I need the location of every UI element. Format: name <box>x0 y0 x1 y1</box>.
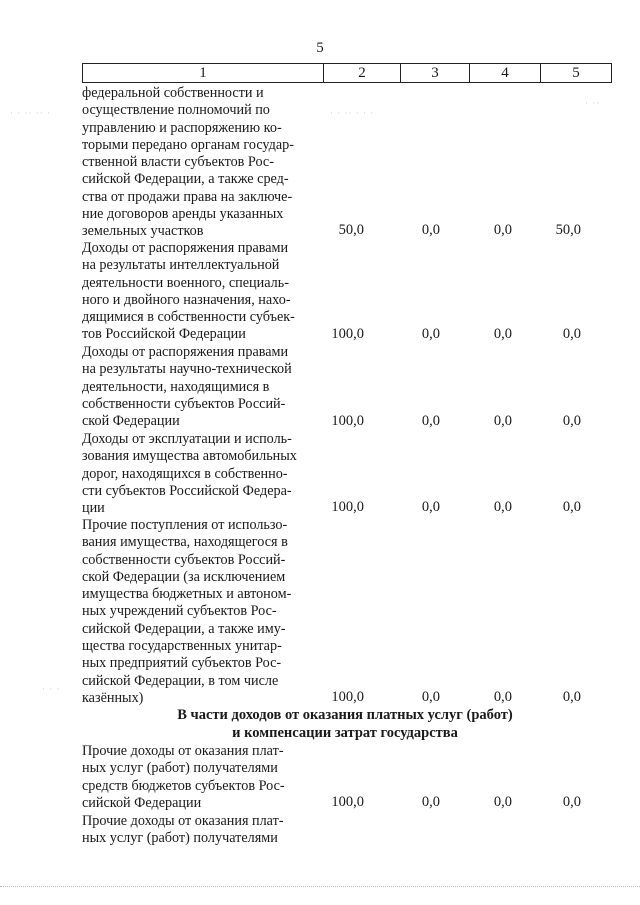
scan-noise: · · · <box>42 684 61 694</box>
table-header <box>82 63 612 83</box>
section-heading: В части доходов от оказания платных услуг (работ) и компенсации затрат государства <box>177 707 513 741</box>
value-col-2: 100,0 <box>331 326 364 342</box>
value-col-3: 0,0 <box>421 222 440 238</box>
value-col-4: 0,0 <box>493 689 512 705</box>
scan-noise: · · ·· ·· · <box>10 108 51 118</box>
value-col-5: 0,0 <box>562 326 581 342</box>
value-col-4: 0,0 <box>493 794 512 810</box>
value-col-3: 0,0 <box>421 413 440 429</box>
header-col-1: 1 <box>83 64 324 83</box>
value-col-3: 0,0 <box>421 689 440 705</box>
page-number: 5 <box>316 40 324 56</box>
value-col-2: 50,0 <box>338 222 364 238</box>
scan-noise: · ·· <box>585 98 601 108</box>
row-description: Прочие поступления от использо- вания имущества, находящегося в собственности субъектов Россий- ской Федерации (за исключением имущества бюджетных и автоном- ных учреждений субъектов Рос- сийской Федерации, а также иму- щества государственных унитар- ных предприятий субъектов Рос- сийской Федерации, в том числе казённых) <box>82 517 292 706</box>
scan-noise: · · ·· · · · <box>330 108 375 118</box>
value-col-5: 50,0 <box>555 222 581 238</box>
value-col-5: 0,0 <box>562 413 581 429</box>
value-col-5: 0,0 <box>562 499 581 515</box>
value-col-5: 0,0 <box>562 794 581 810</box>
row-description: Прочие доходы от оказания плат- ных услуг (работ) получателями средств бюджетов субъектов Рос- сийской Федерации <box>82 743 285 811</box>
row-description: федеральной собственности и осуществление полномочий по управлению и распоряжению ко- торыми передано органам государ- ственной власти субъектов Рос- сийской Федерации, а также сред- ства от продажи права на заключе- ние договоров аренды указанных земельных участков <box>82 85 294 240</box>
header-col-2: 2 <box>324 64 401 83</box>
header-col-5: 5 <box>541 64 612 83</box>
value-col-4: 0,0 <box>493 326 512 342</box>
value-col-2: 100,0 <box>331 499 364 515</box>
page-edge <box>0 886 640 887</box>
value-col-3: 0,0 <box>421 326 440 342</box>
value-col-5: 0,0 <box>562 689 581 705</box>
row-description: Доходы от распоряжения правами на результаты интеллектуальной деятельности военного, специаль- ного и двойного назначения, нахо- дящимися в собственности субъек- тов Российской Федерации <box>82 240 295 343</box>
value-col-3: 0,0 <box>421 499 440 515</box>
header-col-4: 4 <box>470 64 541 83</box>
value-col-4: 0,0 <box>493 222 512 238</box>
row-description: Доходы от распоряжения правами на результаты научно-технической деятельности, находящимися в собственности субъектов Россий- ской Федерации <box>82 344 292 430</box>
value-col-2: 100,0 <box>331 413 364 429</box>
value-col-2: 100,0 <box>331 689 364 705</box>
header-col-3: 3 <box>401 64 470 83</box>
row-description: Прочие доходы от оказания плат- ных услуг (работ) получателями <box>82 813 284 847</box>
value-col-3: 0,0 <box>421 794 440 810</box>
value-col-4: 0,0 <box>493 499 512 515</box>
value-col-4: 0,0 <box>493 413 512 429</box>
value-col-2: 100,0 <box>331 794 364 810</box>
row-description: Доходы от эксплуатации и исполь- зования имущества автомобильных дорог, находящихся в собственно- сти субъектов Российской Федера- ции <box>82 431 297 517</box>
